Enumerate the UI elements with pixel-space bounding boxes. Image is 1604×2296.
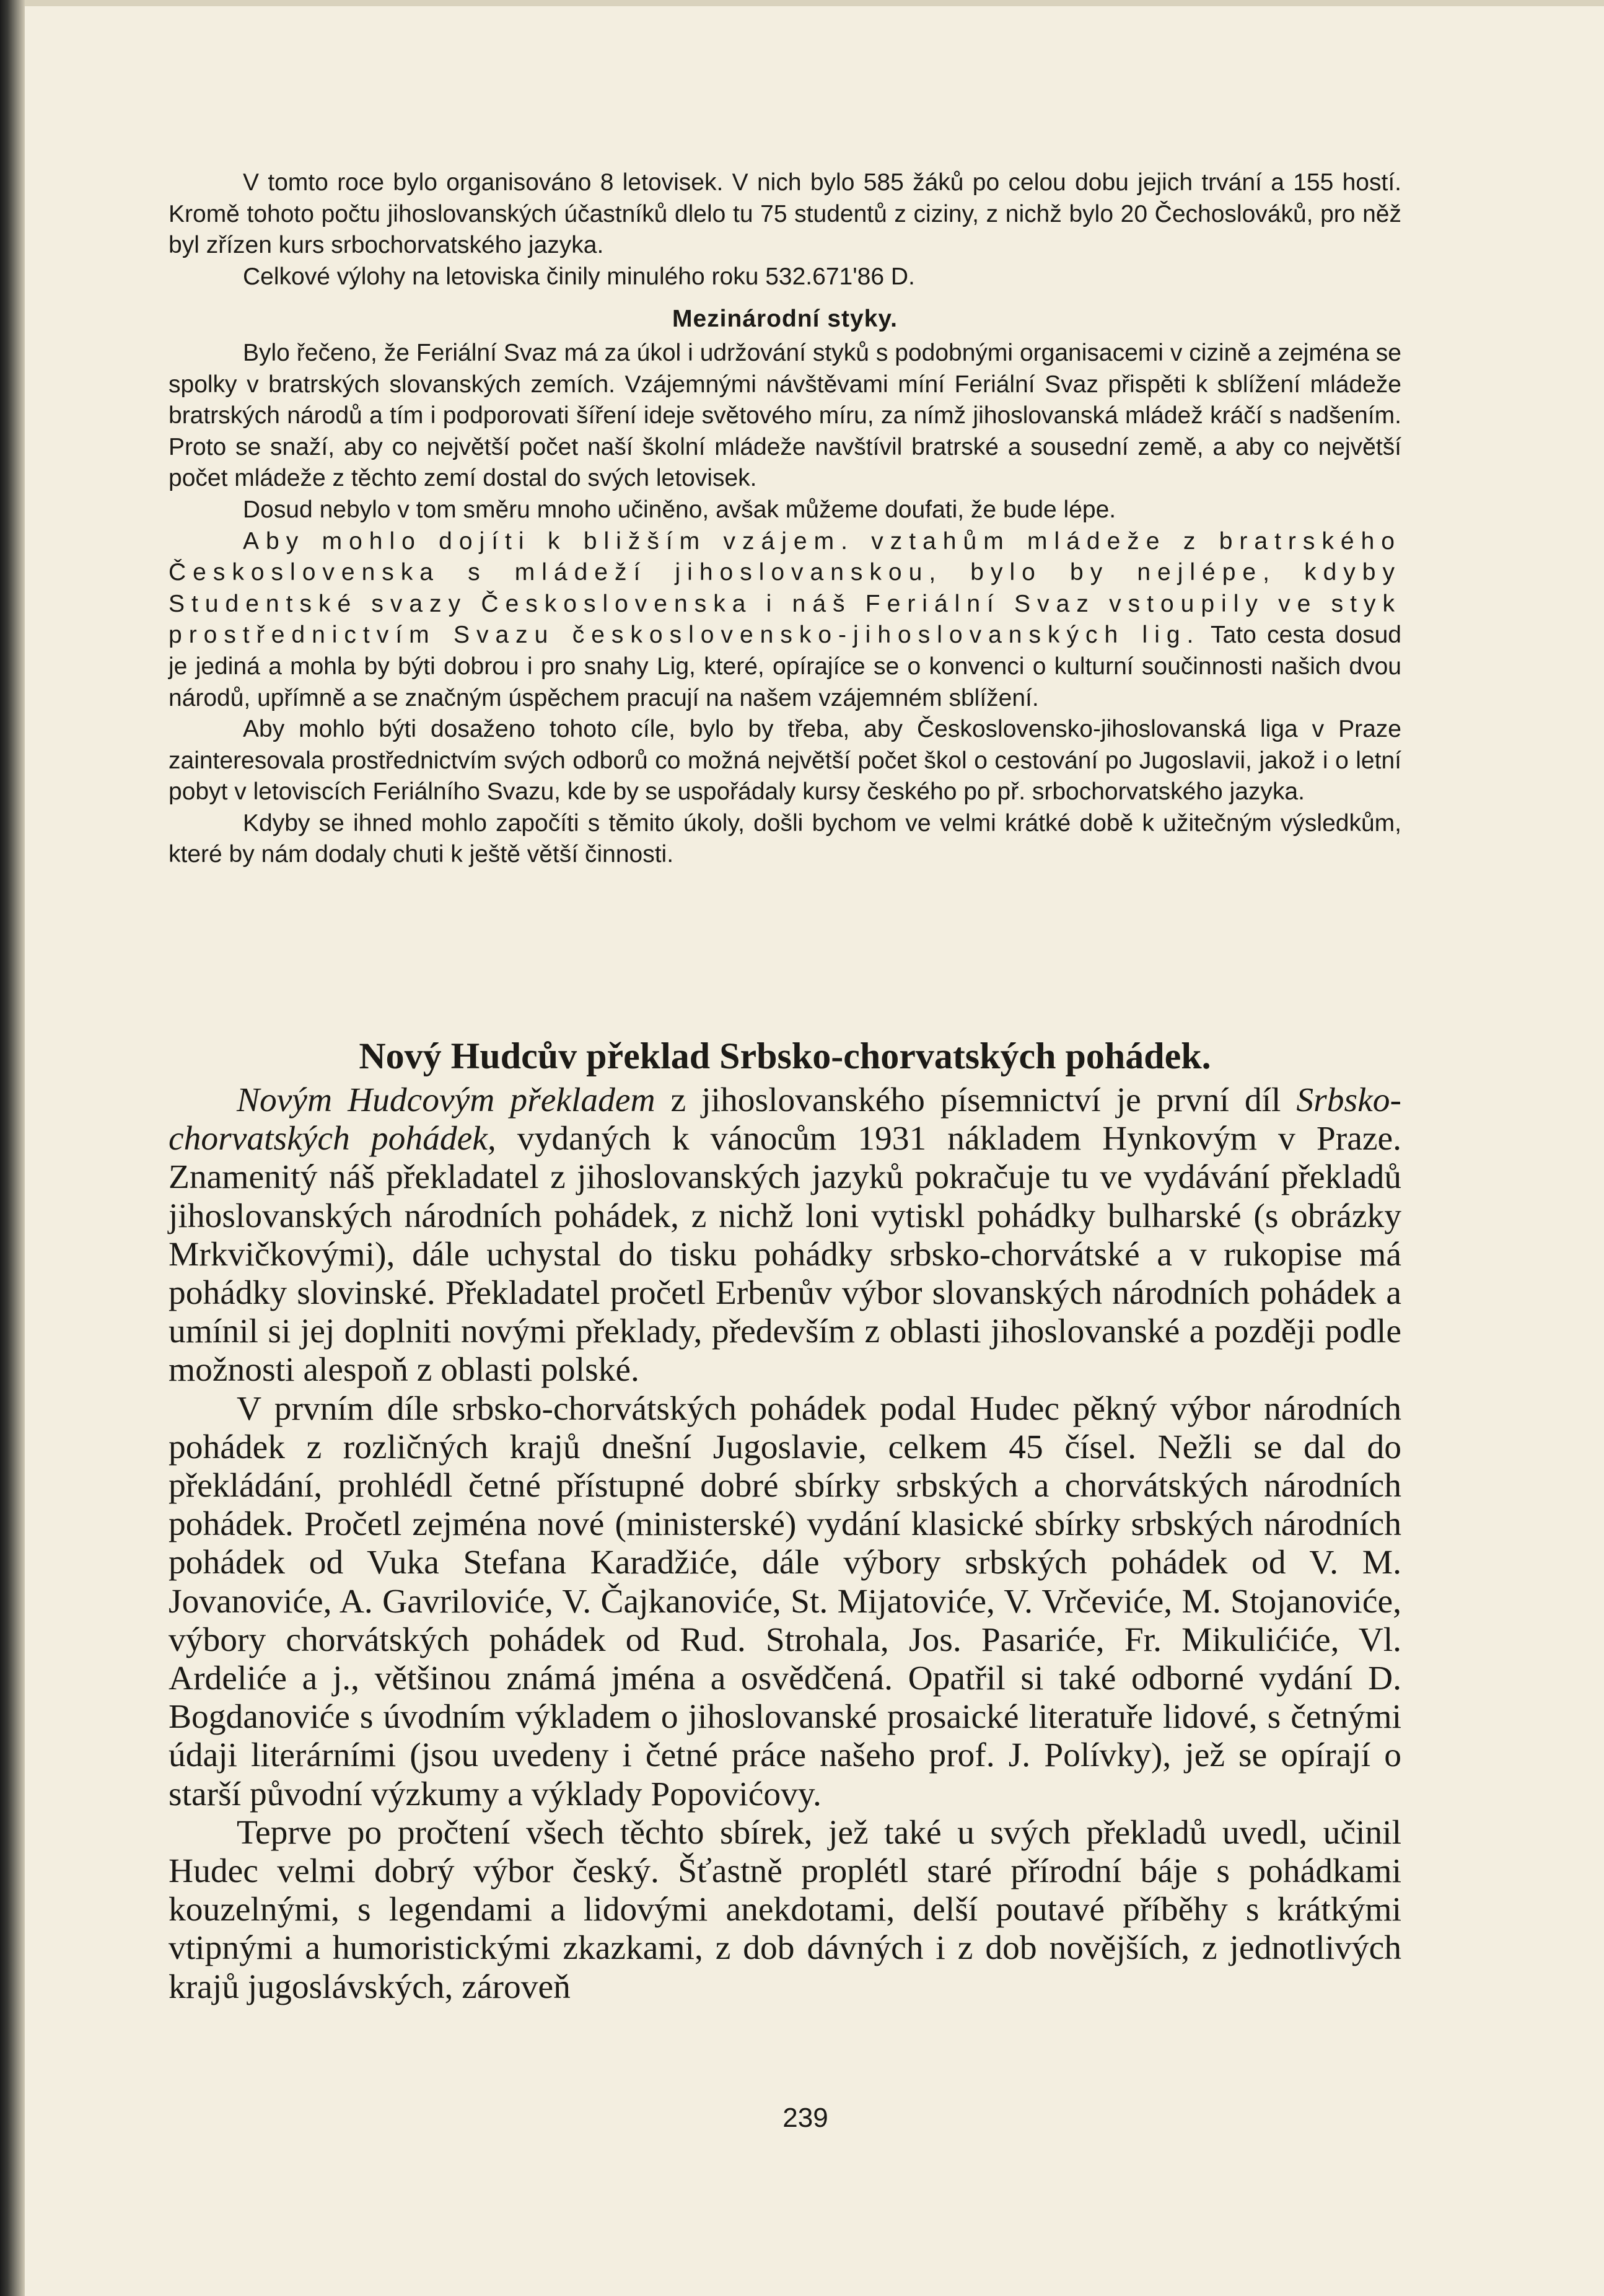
- paragraph: Aby mohlo býti dosaženo tohoto cíle, bylo by třeba, aby Československo-jihoslovanská liga v Praze zainteresovala prostřednictvím svých odborů co možná největší počet škol o cestování po Jugoslavii, jakož i o letní pobyt v letoviscích Feriálního Svazu, kde by se uspořádaly kursy českého po př. srbochorvatského jazyka.: [169, 716, 1401, 806]
- article-body: [169, 1081, 1401, 2007]
- paragraph-text: z jihoslovanského písemnictví je první díl: [655, 1081, 1297, 1119]
- paragraph-text: Tato cesta dosud je jediná a mohla by býti dobrou i pro snahy Lig, které, opírajíce se o konvenci o kulturní součinnosti našich dvou národů, upřímně a se značným úspěchem pracují na našem vzájemném sblížení.: [169, 622, 1401, 711]
- page-edge: [25, 0, 1604, 6]
- report-section: [169, 167, 1401, 871]
- paragraph: Kdyby se ihned mohlo započíti s těmito úkoly, došli bychom ve velmi krátké době k užitečným výsledkům, které by nám dodaly chuti k ještě větší činnosti.: [169, 809, 1401, 868]
- page-number: 239: [782, 2103, 828, 2133]
- article-title: Nový Hudcův překlad Srbsko-chorvatských pohádek.: [359, 1036, 1211, 1076]
- paragraph: V tomto roce bylo organisováno 8 letovisek. V nich bylo 585 žáků po celou dobu jejich trvání a 155 hostí. Kromě tohoto počtu jihoslovanských účastníků dlelo tu 75 studentů z ciziny, z nichž bylo 20 Čechoslováků, pro něž byl zřízen kurs srbochorvatského jazyka.: [169, 169, 1401, 259]
- paragraph: [169, 1081, 1401, 1390]
- paragraph: Dosud nebylo v tom směru mnoho učiněno, avšak můžeme doufati, že bude lépe.: [243, 496, 1116, 523]
- paragraph: [169, 526, 1401, 715]
- paragraph: V prvním díle srbsko-chorvátských pohádek podal Hudec pěkný výbor národních pohádek z rozličných krajů dnešní Jugoslavie, celkem 45 čísel. Nežli se dal do překládání, prohlédl četné přístupné dobré sbírky srbských a chorvátských národních pohádek. Pročetl zejména nové (ministerské) vydání klasické sbírky srbských národních pohádek od Vuka Stefana Karadžiće, dále výbory srbských pohádek od V. M. Jovanoviće, A. Gavriloviće, V. Čajkanoviće, St. Mijatoviće, V. Vrčeviće, M. Stojanoviće, výbory chorvátských pohádek od Rud. Strohala, Jos. Pasariće, Fr. Mikulićiće, Vl. Ardeliće a j., většinou známá jména a osvědčená. Opatřil si také odborné vydání D. Bogdanoviće s úvodním výkladem o jihoslovanské prosaické literatuře lidové, s četnými údaji literárními (jsou uvedeny i četné práce našeho prof. J. Polívky), jež se opírají o starší původní výzkumy a výklady Popovićovy.: [169, 1389, 1401, 1813]
- paragraph-text: vydaných k vánocům 1931 nákladem Hynkovým v Praze. Znamenitý náš překladatel z jihoslovanských jazyků pokračuje tu ve vydávání překladů jihoslovanských národních pohádek, z nichž loni vytiskl pohádky bulharské (s obrázky Mrkvičkovými), dále uchystal do tisku pohádky srbsko-chorvátské a v rukopise má pohádky slovinské. Překladatel pročetl Erbenův výbor slovanských národních pohádek a umínil si jej doplniti novými překlady, především z oblasti jihoslovanské a později podle možnosti alespoň z oblasti polské.: [169, 1120, 1401, 1389]
- paragraph: Celkové výlohy na letoviska činily minulého roku 532.671'86 D.: [243, 263, 915, 290]
- italic-text: Novým Hudcovým překladem: [237, 1081, 655, 1119]
- italic-text: Srbsko-chorvatských pohádek,: [169, 1081, 1401, 1158]
- paragraph: Bylo řečeno, že Feriální Svaz má za úkol i udržování styků s podobnými organisacemi v cizině a zejména se spolky v bratrských slovanských zemích. Vzájemnými návštěvami míní Feriální Svaz přispěti k sblížení mládeže bratrských národů a tím i podporovati šíření ideje světového míru, za nímž jihoslovanská mládež kráčí s nadšením. Proto se snaží, aby co největší počet naší školní mládeže navštívil bratrské a sousední země, a aby co největší počet mládeže z těchto zemí dostal do svých letovisek.: [169, 339, 1401, 492]
- spaced-emphasis: Aby mohlo dojíti k bližším vzájem. vztahům mládeže z bratrského Československa s mládeží jihoslovanskou, bylo by nejlépe, kdyby Studentské svazy Československa i náš Feriální Svaz vstoupily ve styk prostřednictvím Svazu československo-jihoslovanských lig.: [169, 527, 1401, 649]
- paragraph: Teprve po pročtení všech těchto sbírek, jež také u svých překladů uvedl, učinil Hudec velmi dobrý výbor český. Šťastně proplétl staré přírodní báje s pohádkami kouzelnými, s legendami a lidovými anekdotami, delší poutavé příběhy s krátkými vtipnými a humoristickými zkazkami, z dob dávných i z dob novějších, z jednotlivých krajů jugoslávských, zároveň: [169, 1813, 1401, 2006]
- section-heading: Mezinárodní styky.: [672, 306, 898, 333]
- book-gutter: [0, 0, 25, 2296]
